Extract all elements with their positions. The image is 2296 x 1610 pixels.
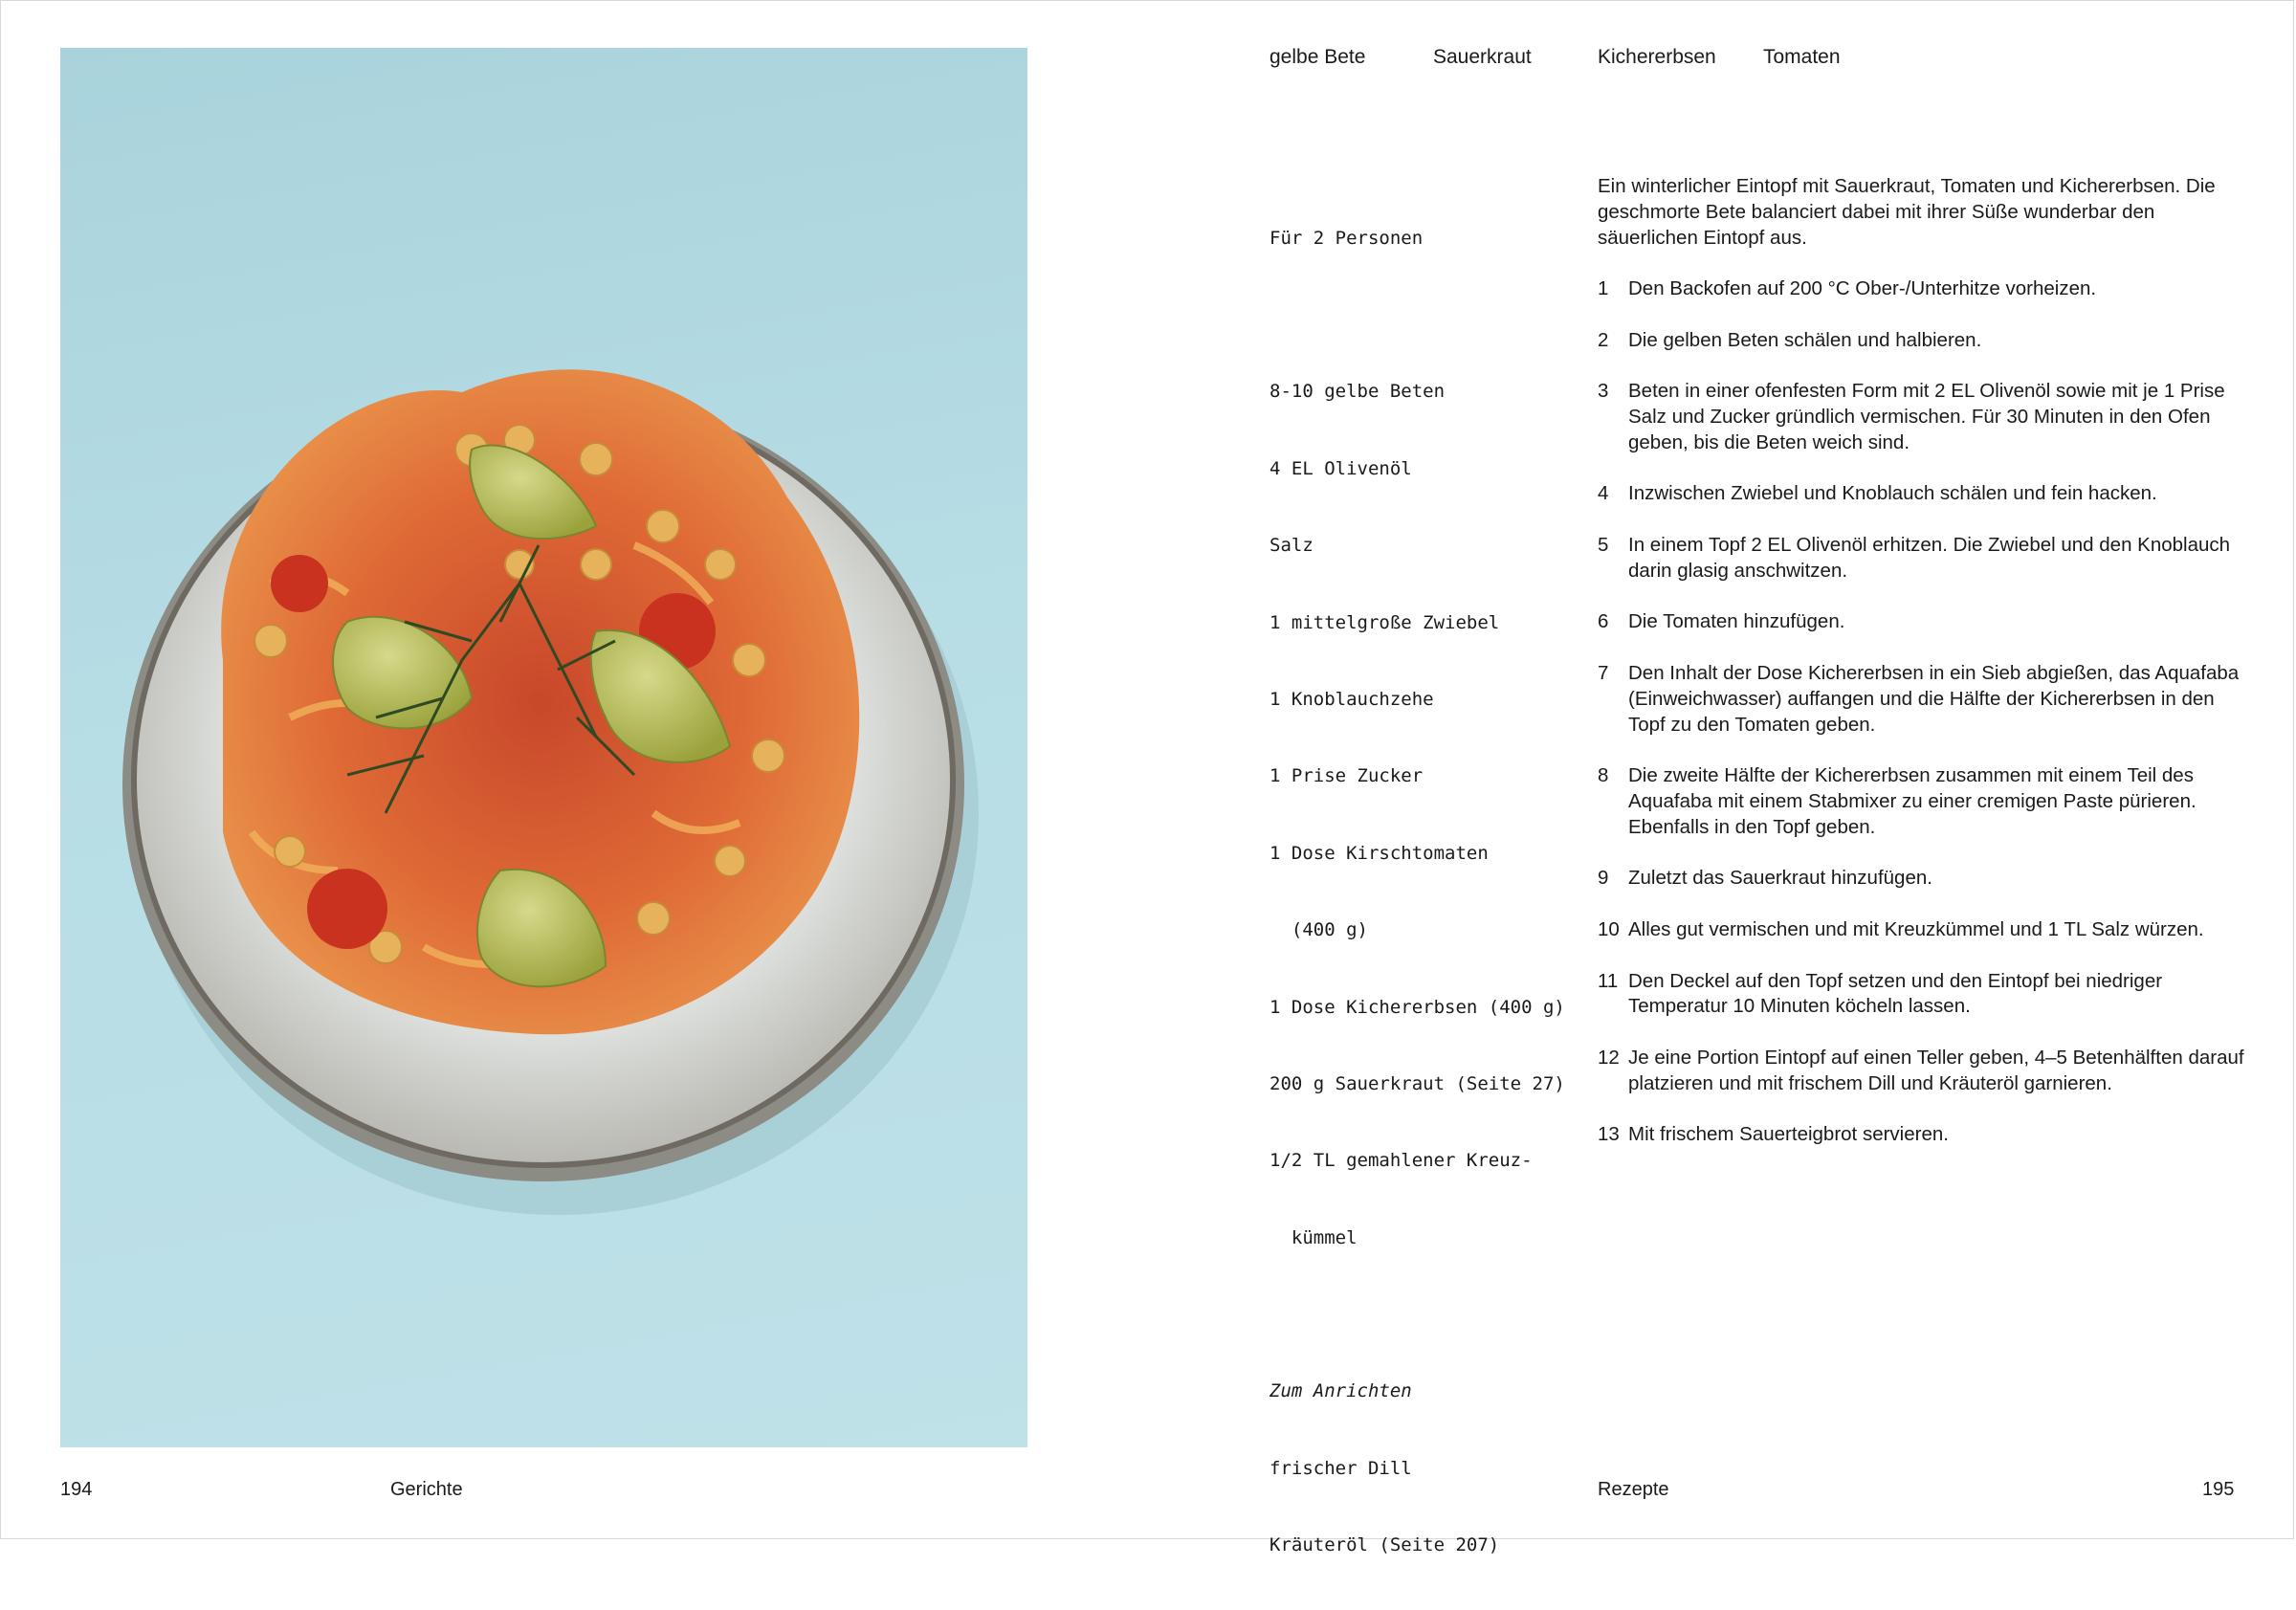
step-number: 11 [1598, 969, 1619, 992]
ingredient-item: 1/2 TL gemahlener Kreuz- [1269, 1150, 1533, 1172]
step-text: Die Tomaten hinzufügen. [1628, 610, 1845, 633]
step-number: 13 [1598, 1123, 1620, 1146]
ingredient-item: (400 g) [1269, 919, 1368, 941]
step-text: Inzwischen Zwiebel und Knoblauch schälen und fein hacken. [1628, 482, 2157, 505]
step-number: 2 [1598, 328, 1609, 351]
ingredient-item: 1 Prise Zucker [1269, 765, 1424, 787]
step-number: 7 [1598, 661, 1609, 684]
recipe-steps [1598, 276, 2248, 1174]
ingredients-list [1269, 174, 1585, 1610]
right-page-number: 195 [2202, 1479, 2235, 1500]
tag-tomaten: Tomaten [1763, 46, 1841, 68]
step [1598, 661, 2248, 738]
step-number: 12 [1598, 1046, 1620, 1069]
ingredient-item: 1 Dose Kirschtomaten [1269, 842, 1489, 864]
stew-bowl-illustration [60, 48, 1027, 1447]
step [1598, 481, 2248, 507]
step [1598, 969, 2248, 1021]
step-text: Die zweite Hälfte der Kichererbsen zusammen mit einem Teil des Aquafaba mit einem Stabmixer zu einer cremigen Paste pürieren. Ebenfalls in den Topf geben. [1628, 764, 2197, 838]
step [1598, 609, 2248, 635]
ingredient-item: Salz [1269, 535, 1314, 557]
recipe-intro: Ein winterlicher Eintopf mit Sauerkraut, Tomaten und Kichererbsen. Die geschmorte Bete balanciert dabei mit ihrer Süße wunderbar den säuerlichen Eintopf aus. [1598, 175, 2216, 249]
step-text: Die gelben Beten schälen und halbieren. [1628, 328, 1982, 351]
dish-photo [60, 48, 1027, 1447]
serving-item: frischer Dill [1269, 1457, 1412, 1479]
left-page-number: 194 [60, 1479, 93, 1500]
step-text: Den Inhalt der Dose Kichererbsen in ein Sieb abgießen, das Aquafaba (Einweichwasser) auffangen und die Hälfte der Kichererbsen in den Topf zu den Tomaten geben. [1628, 661, 2240, 736]
step-number: 1 [1598, 277, 1609, 299]
step-text: In einem Topf 2 EL Olivenöl erhitzen. Die Zwiebel und den Knoblauch darin glasig anschwitzen. [1628, 533, 2231, 582]
step [1598, 379, 2248, 455]
step-text: Zuletzt das Sauerkraut hinzufügen. [1628, 867, 1932, 890]
ingredient-item: 1 mittelgroße Zwiebel [1269, 611, 1500, 633]
step-text: Je eine Portion Eintopf auf einen Teller geben, 4–5 Betenhälften darauf platzieren und mit frischem Dill und Kräuteröl garnieren. [1628, 1046, 2244, 1094]
step [1598, 1046, 2248, 1097]
tag-gelbe-bete: gelbe Bete [1269, 46, 1366, 68]
ingredient-item: 8-10 gelbe Beten [1269, 381, 1446, 403]
right-section-title: Rezepte [1598, 1479, 1669, 1500]
ingredient-item: 4 EL Olivenöl [1269, 457, 1412, 479]
tag-sauerkraut: Sauerkraut [1433, 46, 1532, 68]
ingredient-item: kümmel [1269, 1226, 1358, 1248]
step [1598, 1122, 2248, 1148]
serving-item: Kräuteröl (Seite 207) [1269, 1534, 1500, 1556]
step [1598, 533, 2248, 584]
tag-kichererbsen: Kichererbsen [1598, 46, 1716, 68]
step-number: 3 [1598, 380, 1609, 403]
step [1598, 276, 2248, 302]
step-text: Den Deckel auf den Topf setzen und den Eintopf bei niedriger Temperatur 10 Minuten köcheln lassen. [1628, 969, 2163, 1018]
step-number: 10 [1598, 917, 1620, 940]
step-number: 9 [1598, 867, 1609, 890]
step-number: 4 [1598, 482, 1609, 505]
step [1598, 328, 2248, 354]
step-text: Beten in einer ofenfesten Form mit 2 EL Olivenöl sowie mit je 1 Prise Salz und Zucker gründlich vermischen. Für 30 Minuten in den Ofen geben, bis die Beten weich sind. [1628, 380, 2225, 453]
servings: Für 2 Personen [1269, 227, 1424, 249]
step-number: 8 [1598, 764, 1609, 787]
step [1598, 917, 2248, 943]
step-number: 6 [1598, 610, 1609, 633]
ingredient-item: 200 g Sauerkraut (Seite 27) [1269, 1072, 1565, 1094]
ingredient-item: 1 Knoblauchzehe [1269, 688, 1434, 710]
step-text: Den Backofen auf 200 °C Ober-/Unterhitze vorheizen. [1628, 277, 2097, 299]
step [1598, 866, 2248, 892]
step-text: Mit frischem Sauerteigbrot servieren. [1628, 1123, 1949, 1146]
step-number: 5 [1598, 533, 1609, 556]
step-text: Alles gut vermischen und mit Kreuzkümmel und 1 TL Salz würzen. [1628, 917, 2204, 940]
ingredient-item: 1 Dose Kichererbsen (400 g) [1269, 996, 1565, 1018]
serving-heading: Zum Anrichten [1269, 1380, 1412, 1402]
left-section-title: Gerichte [390, 1479, 463, 1500]
step [1598, 763, 2248, 840]
